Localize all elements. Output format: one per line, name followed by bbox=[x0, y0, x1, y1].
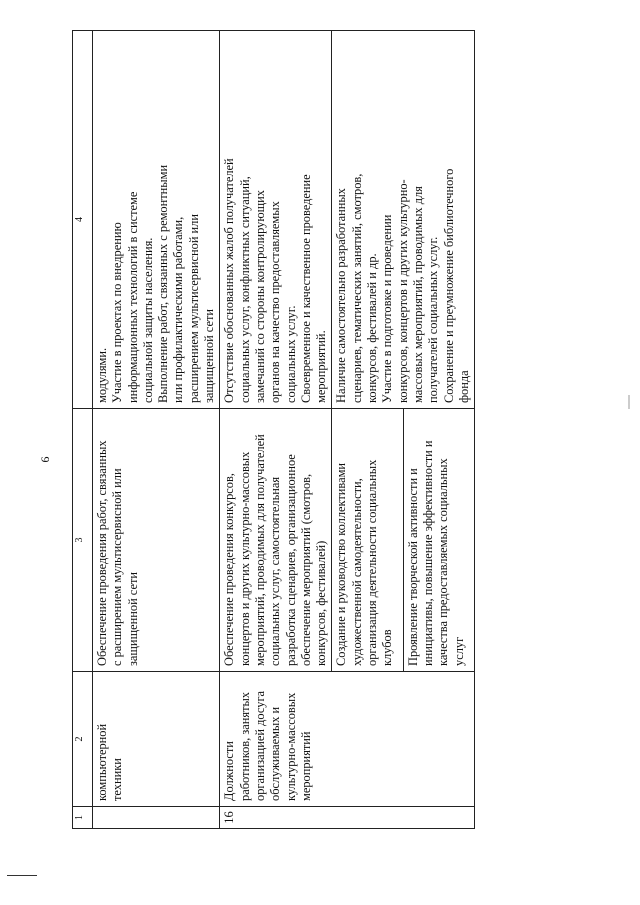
table-row bbox=[220, 31, 332, 829]
criteria-cell: Обеспечение проведения конкурсов, концертов и других культурно-массовых мероприятий, проводимых для получателей социальных услуг, самостоятельная разработка сценариев, организационное обеспечение мероприятий (смотров, конкурсов, фестивалей) bbox=[220, 409, 332, 672]
table-row bbox=[93, 31, 220, 829]
scan-speck bbox=[628, 395, 630, 409]
row-number bbox=[93, 807, 220, 829]
rotated-table-container bbox=[72, 30, 587, 829]
criteria-cell: Проявление творческой активности и инициативы, повышение эффективности и качества предоставляемых социальных услуг bbox=[403, 409, 474, 672]
indicator-cell: Наличие самостоятельно разработанных сценариев, тематических занятий, смотров, конкурсов, фестивалей и др. Участие в подготовке и проведении конкурсов, концертов и других культурно- массовых мероприятий, проводимых для получателей социальных услуг. Сохранение и преумножение библиотечного фонда bbox=[332, 31, 475, 409]
header-row bbox=[73, 31, 93, 829]
criteria-table bbox=[72, 30, 475, 829]
page-number: 9 bbox=[38, 456, 53, 463]
criteria-cell: Создание и руководство коллективами художественной самодеятельности, организация деятельности социальных клубов bbox=[332, 409, 403, 672]
position-cell: Должности работников, занятых организацией досуга обслуживаемых и культурно-массовых мероприятий bbox=[220, 672, 475, 807]
criteria-cell: Обеспечение проведения работ, связанных с расширением мультисервисной или защищенной сети bbox=[93, 409, 220, 672]
row-number: 16 bbox=[220, 807, 475, 829]
header-col-3: 3 bbox=[73, 409, 93, 672]
indicator-cell: модулями. Участие в проектах по внедрению информационных технологий в системе социальной защиты населения. Выполнение работ, связанных с ремонтными или профилактическими работами, расширением мультисервисной или защищенной сети bbox=[93, 31, 220, 409]
position-cell: компьютерной техники bbox=[93, 672, 220, 807]
indicator-cell: Отсутствие обоснованных жалоб получателей социальных услуг, конфликтных ситуаций, замечаний со стороны контролирующих органов на качество предоставляемых социальных услуг. Своевременное и качественное проведение мероприятий. bbox=[220, 31, 332, 409]
header-col-2: 2 bbox=[73, 672, 93, 807]
scan-edge-mark bbox=[7, 875, 37, 876]
header-col-1: 1 bbox=[73, 807, 93, 829]
header-col-4: 4 bbox=[73, 31, 93, 409]
